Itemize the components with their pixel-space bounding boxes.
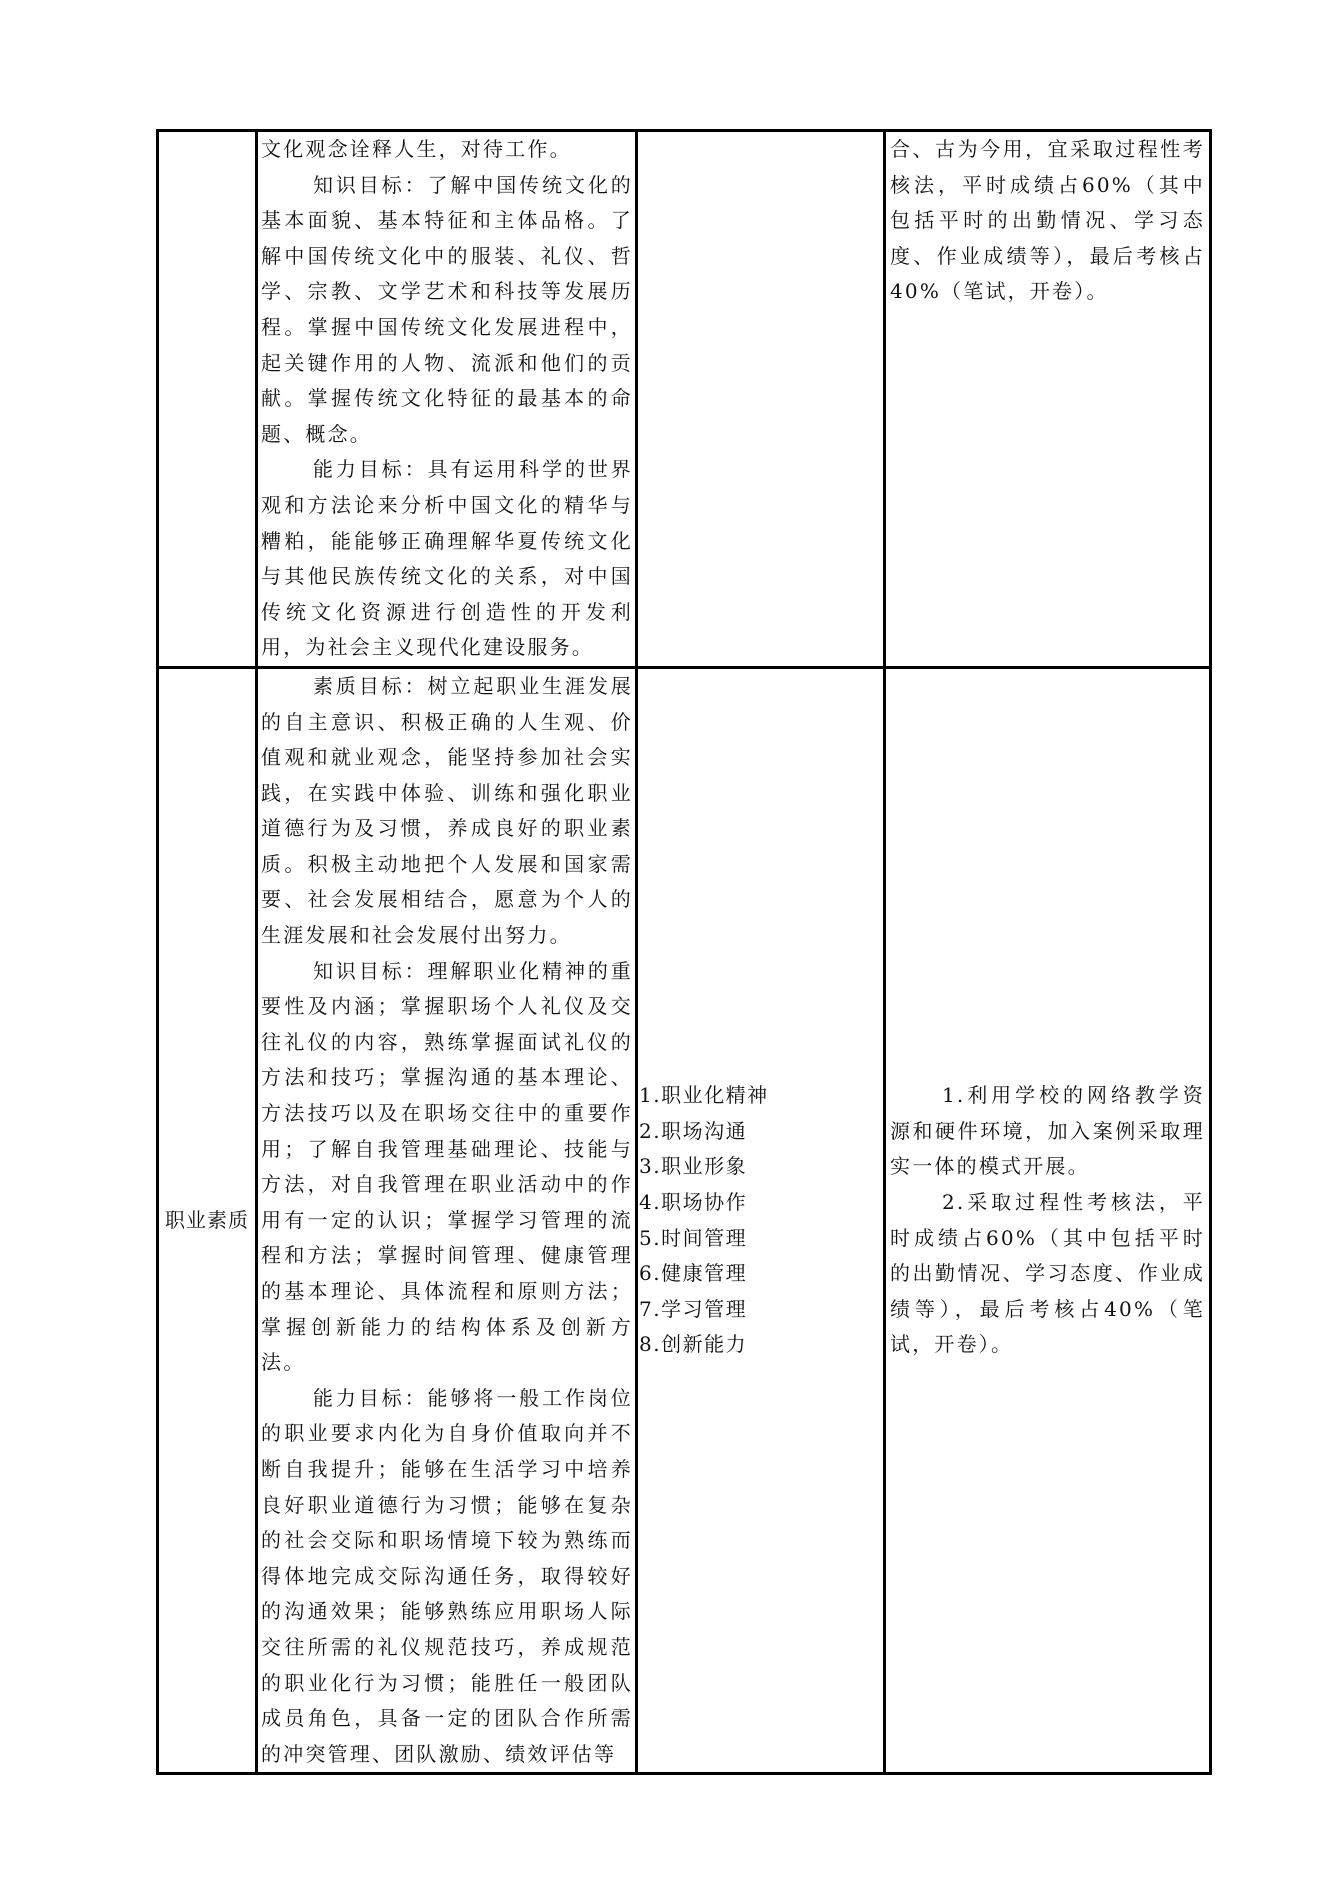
objectives-cell xyxy=(257,667,637,1773)
objectives-cell xyxy=(257,131,637,668)
evaluation-cell xyxy=(885,667,1211,1773)
objective-paragraph: 知识目标：理解职业化精神的重要性及内涵；掌握职场个人礼仪及交往礼仪的内容，熟练掌握面试礼仪的方法和技巧；掌握沟通的基本理论、方法技巧以及在职场交往中的重要作用；了解自我管理基础理论、技能与方法，对自我管理在职业活动中的作用有一定的认识；掌握学习管理的流程和方法；掌握时间管理、健康管理的基本理论、具体流程和原则方法；掌握创新能力的结构体系及创新方法。 xyxy=(261,958,633,1375)
evaluation-cell xyxy=(885,131,1211,668)
topic-item: 5.时间管理 xyxy=(639,1225,748,1250)
objective-paragraph: 文化观念诠释人生，对待工作。 xyxy=(261,137,572,161)
objective-paragraph: 能力目标：具有运用科学的世界观和方法论来分析中国文化的精华与糟粕，能能够正确理解华夏传统文化与其他民族传统文化的关系，对中国传统文化资源进行创造性的开发利用，为社会主义现代化建设服务。 xyxy=(261,457,633,660)
curriculum-table xyxy=(156,129,1212,1775)
table-row xyxy=(158,131,1211,668)
objective-paragraph: 能力目标：能够将一般工作岗位的职业要求内化为自身价值取向并不断自我提升；能够在生活学习中培养良好职业道德行为习惯；能够在复杂的社会交际和职场情境下较为熟练而得体地完成交际沟通任务，取得较好的沟通效果；能够熟练应用职场人际交往所需的礼仪规范技巧，养成规范的职业化行为习惯；能胜任一般团队成员角色，具备一定的团队合作所需的冲突管理、团队激励、绩效评估等 xyxy=(261,1385,633,1766)
category-label: 职业素质 xyxy=(165,1207,249,1232)
topic-item: 2.职场沟通 xyxy=(639,1118,748,1143)
topic-item: 8.创新能力 xyxy=(639,1332,748,1357)
topic-item: 7.学习管理 xyxy=(639,1296,748,1321)
topic-item: 1.职业化精神 xyxy=(639,1083,769,1108)
table-row xyxy=(158,667,1211,1773)
category-cell xyxy=(158,667,257,1773)
objective-paragraph: 知识目标：了解中国传统文化的基本面貌、基本特征和主体品格。了解中国传统文化中的服装、礼仪、哲学、宗教、文学艺术和科技等发展历程。掌握中国传统文化发展进程中，起关键作用的人物、流派和他们的贡献。掌握传统文化特征的最基本的命题、概念。 xyxy=(261,172,633,446)
topic-item: 6.健康管理 xyxy=(639,1261,748,1286)
topics-list xyxy=(638,1078,883,1363)
objective-paragraph: 素质目标：树立起职业生涯发展的自主意识、积极正确的人生观、价值观和就业观念，能坚持参加社会实践，在实践中体验、训练和强化职业道德行为及习惯，养成良好的职业素质。积极主动地把个人发展和国家需要、社会发展相结合，愿意为个人的生涯发展和社会发展付出努力。 xyxy=(261,673,633,948)
topic-item: 4.职场协作 xyxy=(639,1190,748,1215)
topics-cell xyxy=(637,667,885,1773)
category-cell xyxy=(158,131,257,668)
topics-cell xyxy=(637,131,885,668)
evaluation-paragraph: 1.利用学校的网络教学资源和硬件环境，加入案例采取理实一体的模式开展。 xyxy=(890,1083,1205,1179)
evaluation-paragraph: 2.采取过程性考核法，平时成绩占60%（其中包括平时的出勤情况、学习态度、作业成绩等），最后考核占40%（笔试，开卷）。 xyxy=(890,1190,1205,1357)
topic-item: 3.职业形象 xyxy=(639,1154,748,1179)
evaluation-paragraph: 合、古为今用，宜采取过程性考核法，平时成绩占60%（其中包括平时的出勤情况、学习态度、作业成绩等），最后考核占40%（笔试，开卷）。 xyxy=(890,137,1205,304)
